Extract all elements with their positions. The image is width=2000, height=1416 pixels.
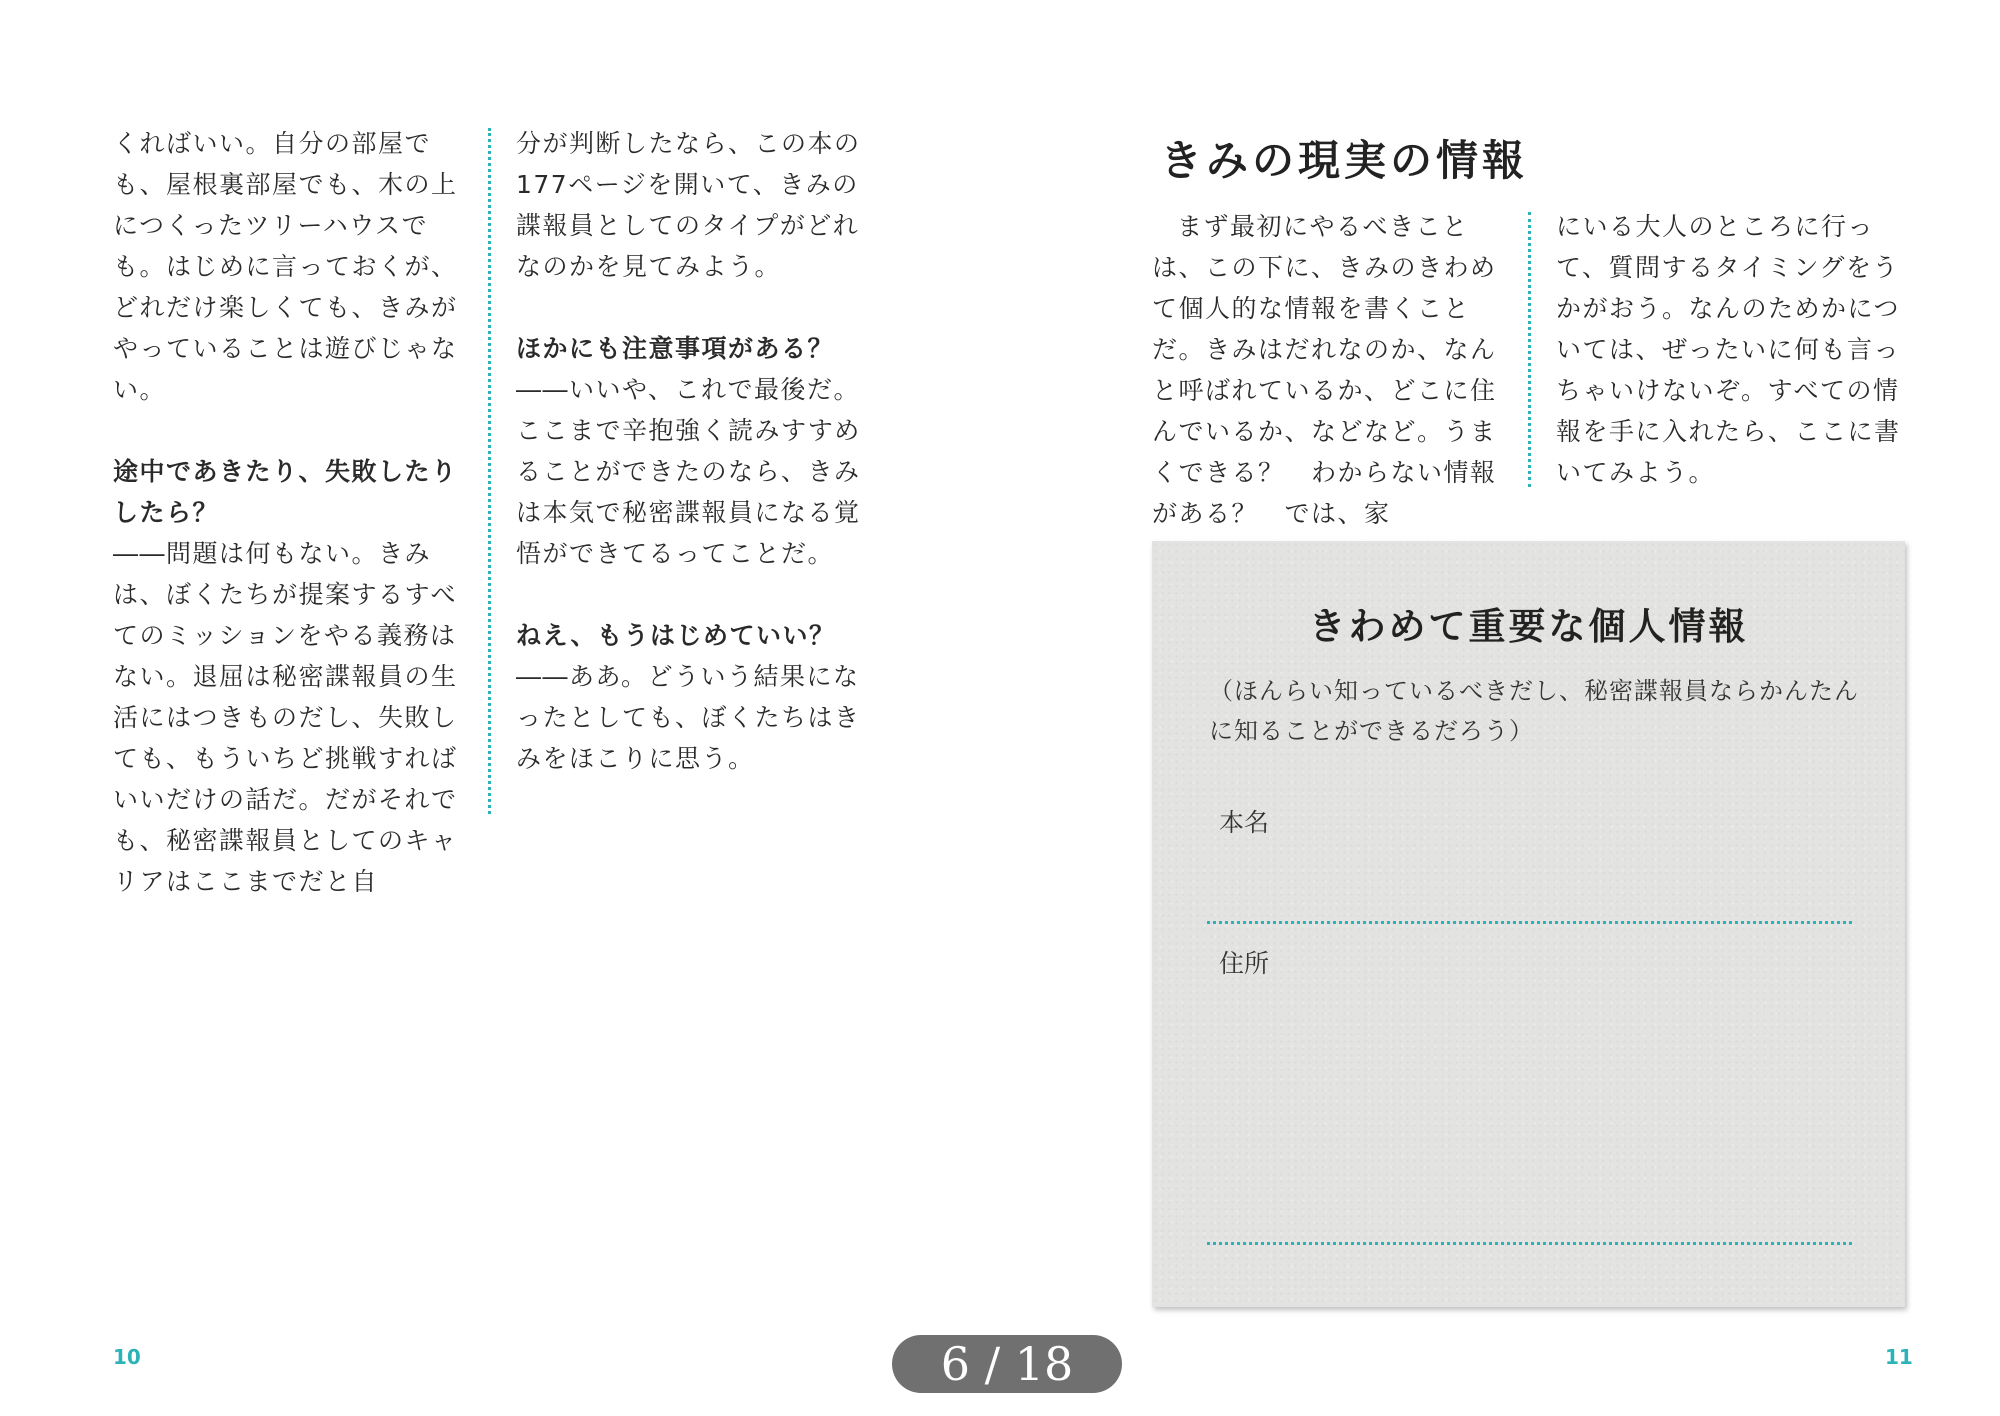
right-col2-text: にいる大人のところに行って、質問するタイミングをうかがおう。なんのためかについては、ぜったいに何も言っちゃいけないぞ。すべての情報を手に入れたら、ここに書いてみよう。: [1556, 212, 1901, 487]
column-divider: [488, 128, 491, 814]
page-number-left: 10: [113, 1345, 141, 1369]
address-line: [1207, 1242, 1852, 1245]
card-note: （ほんらい知っているべきだし、秘密諜報員ならかんたんに知ることができるだろう）: [1209, 677, 1859, 745]
page-number-right: 11: [1885, 1345, 1913, 1369]
personal-info-card: [1152, 541, 1905, 1307]
right-col1-text: まず最初にやるべきことは、この下に、きみのきわめて個人的な情報を書くことだ。きみはだれなのか、なんと呼ばれているか、どこに住んでいるか、などなど。うまくできる？ わからない情報がある？ では、家: [1152, 212, 1497, 528]
card-title: きわめて重要な個人情報: [1308, 605, 1749, 648]
real-name-line: [1207, 921, 1852, 924]
real-name-label: 本名: [1219, 808, 1270, 837]
right-column-1: [1152, 206, 1502, 534]
page-indicator: 6 / 18: [892, 1335, 1122, 1393]
column-divider: [1528, 212, 1531, 487]
question-heading: ほかにも注意事項がある？: [516, 334, 835, 363]
answer-text: ――問題は何もない。きみは、ぼくたちが提案するすべてのミッションをやる義務はない。退屈は秘密諜報員の生活にはつきものだし、失敗しても、もういちど挑戦すればいいだけの話だ。だがそれでも、秘密諜報員としてのキャリアはここまでだと自: [113, 539, 458, 896]
left-col2-intro: 分が判断したなら、この本の177ページを開いて、きみの諜報員としてのタイプがどれなのかを見てみよう。: [516, 129, 861, 281]
right-column-2: [1556, 206, 1906, 493]
question-heading: ねえ、もうはじめていい？: [516, 621, 836, 650]
answer-text: ――ああ。どういう結果になったとしても、ぼくたちはきみをほこりに思う。: [516, 662, 861, 773]
section-title: きみの現実の情報: [1160, 136, 1529, 185]
left-column-2: [516, 123, 866, 779]
left-col1-intro: くればいい。自分の部屋でも、屋根裏部屋でも、木の上につくったツリーハウスでも。はじめに言っておくが、どれだけ楽しくても、きみがやっていることは遊びじゃない。: [113, 129, 458, 404]
answer-text: ――いいや、これで最後だ。ここまで辛抱強く読みすすめることができたのなら、きみは本気で秘密諜報員になる覚悟ができてるってことだ。: [516, 375, 861, 568]
question-heading: 途中であきたり、失敗したりしたら？: [113, 457, 458, 527]
address-label: 住所: [1219, 949, 1270, 978]
left-column-1: [113, 123, 463, 902]
